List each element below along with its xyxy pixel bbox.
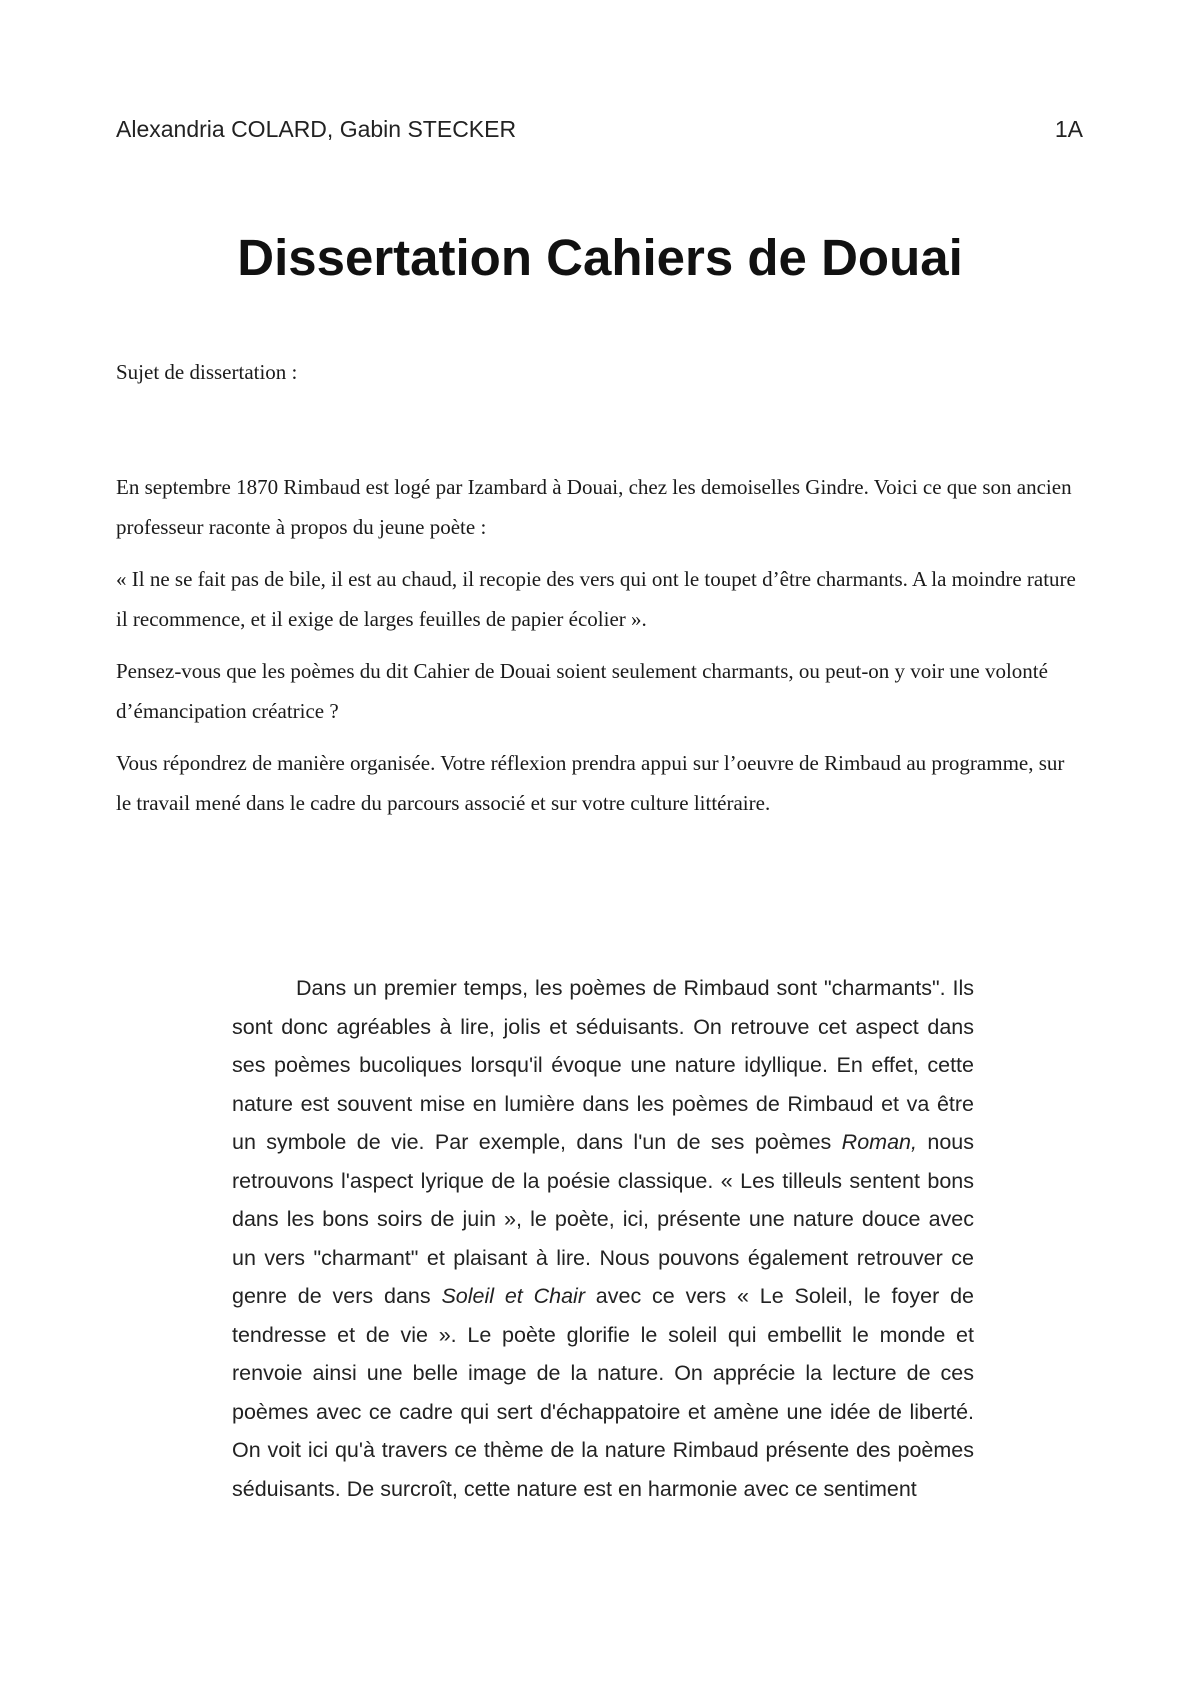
subject-paragraph-instructions: Vous répondrez de manière organisée. Votre réflexion prendra appui sur l’oeuvre de Rimbaud au programme, sur le travail mené dans le cadre du parcours associé et sur votre culture littéraire. bbox=[116, 751, 1065, 815]
essay-body bbox=[232, 969, 974, 1508]
subject-label: Sujet de dissertation : bbox=[116, 360, 298, 384]
header-authors: Alexandria COLARD, Gabin STECKER bbox=[116, 116, 517, 142]
subject-paragraph-context: En septembre 1870 Rimbaud est logé par Izambard à Douai, chez les demoiselles Gindre. Voici ce que son ancien professeur raconte à propos du jeune poète : bbox=[116, 475, 1072, 539]
subject-block bbox=[116, 467, 1084, 835]
essay-text-3: avec ce vers « Le Soleil, le foyer de tendresse et de vie ». Le poète glorifie le soleil qui embellit le monde et renvoie ainsi une belle image de la nature. On apprécie la lecture de ces poèmes avec ce cadre qui sert d'échappatoire et amène une idée de liberté. On voit ici qu'à travers ce thème de la nature Rimbaud présente des poèmes séduisants. De surcroît, cette nature est en harmonie avec ce sentiment bbox=[232, 1284, 974, 1501]
subject-paragraph-question: Pensez-vous que les poèmes du dit Cahier de Douai soient seulement charmants, ou peut-on y voir une volonté d’émancipation créatrice ? bbox=[116, 659, 1048, 723]
essay-paragraph bbox=[232, 969, 974, 1508]
subject-paragraph-quote: « Il ne se fait pas de bile, il est au chaud, il recopie des vers qui ont le toupet d’être charmants. A la moindre rature il recommence, et il exige de larges feuilles de papier écolier ». bbox=[116, 567, 1076, 631]
header-class: 1A bbox=[1054, 116, 1083, 142]
essay-text-1: Dans un premier temps, les poèmes de Rimbaud sont "charmants". Ils sont donc agréables à lire, jolis et séduisants. On retrouve cet aspect dans ses poèmes bucoliques lorsqu'il évoque une nature idyllique. En effet, cette nature est souvent mise en lumière dans les poèmes de Rimbaud et va être un symbole de vie. Par exemple, dans l'un de ses poèmes bbox=[232, 976, 974, 1154]
poem-title-roman: Roman, bbox=[841, 1130, 917, 1154]
document-title: Dissertation Cahiers de Douai bbox=[237, 229, 963, 286]
essay-text-2: nous retrouvons l'aspect lyrique de la poésie classique. « Les tilleuls sentent bons dans les bons soirs de juin », le poète, ici, présente une nature douce avec un vers "charmant" et plaisant à lire. Nous pouvons également retrouver ce genre de vers dans bbox=[232, 1130, 974, 1308]
poem-title-soleil-et-chair: Soleil et Chair bbox=[441, 1284, 585, 1308]
